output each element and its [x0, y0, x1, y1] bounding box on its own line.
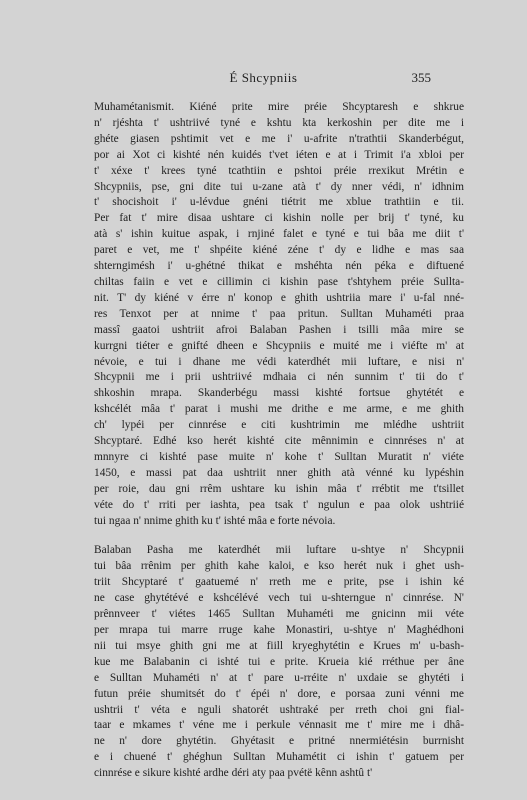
page-number: 355: [411, 70, 431, 85]
text-line: Muhamétanismit. Kiéné prite mire préie Shcyptaresh e shkrue: [94, 101, 464, 113]
text-line: massî gaatoi ushtriit afroi Balaban Pashen i tsilli mâa mire se: [94, 323, 464, 336]
text-line: Balaban Pasha me katerdhét mii luftare u-shtye n' Shcypnii: [94, 544, 464, 557]
text-line: Shcypnii me i prii ushtriivé mdhaia ci nén sunnim t' tii do t': [94, 371, 464, 384]
running-head: É Shcypniis: [229, 70, 298, 85]
text-line: prênnveer t' viétes 1465 Sulltan Muhaméti me gnicinn mii véte: [94, 608, 464, 621]
body-text: [94, 100, 464, 782]
text-line: kue me Balabanin ci ishté tui e prite. Krueia kié rréthue per âne: [94, 655, 464, 668]
text-line: kshcélét mâa t' parat i mushi me drithe e me arme, e me ghith: [94, 403, 464, 416]
text-line: atà s' ishin kuitue aspak, i rnjiné falet e tyné e tui bâa me diit t': [94, 228, 464, 241]
page-header: [0, 70, 527, 90]
text-line: tui bâa rrênim per ghith kahe kaloi, e kso herét nuk i ghet ush-: [94, 560, 464, 573]
text-line: cinnrése e sikure kishté ardhe déri aty paa pvétë kênn ashtû t': [94, 767, 373, 780]
text-line: n' rjéshta t' ushtriivé tyné e kshtu kta kerkoshin per dite me i: [94, 116, 464, 129]
text-line: névoie, e tui i dhane me védi katerdhét mii luftare, e nisi n': [94, 355, 464, 368]
text-line: por ai Xot ci kishté nén kuidés t'vet iéten e at i Trimit i'a xbloi per: [94, 148, 464, 161]
paragraph: [94, 543, 464, 782]
text-line: e Sulltan Muhaméti n' at t' pare u-rréite n' uxdaie se ghytéti i: [94, 671, 464, 684]
text-line: 1450, e massi pat daa ushtriit nner ghith atà vénné ku lypéshin: [94, 466, 464, 479]
text-line: ne n' dore ghytétin. Ghyétasit e pritné nnermiétésin burrnisht: [94, 735, 464, 748]
text-line: t' xéxe t' krees tyné tcathtiin e pshtoi préie rrexikut Mrétin e: [94, 164, 464, 177]
text-line: Shcyptaré. Edhé kso herét kishté cite mênnimin e cinnréses n' at: [94, 435, 464, 448]
text-line: triit Shcyptaré t' gaatuemé n' rreth me e prite, pse i ishin ké: [94, 576, 464, 589]
text-line: futun préie shumitsét do t' épéi n' dore, e porsaa zuni vénni me: [94, 687, 464, 700]
text-line: res Tenxot per at nnime t' paa pritun. Sulltan Muhaméti praa: [94, 307, 464, 320]
text-line: véte do t' rriti per iashta, pea tsak t' ngulun e paa olok ushtriié: [94, 498, 464, 511]
text-line: shterngimésh i' u-ghétné thikat e mshéhta nén péka e diftuené: [94, 260, 464, 273]
text-line: paret e vet, me t' shpéite kiéné zéne t' dy e lidhe e mas saa: [94, 244, 464, 257]
text-line: nii tui msye ghith gni me at fiill kryeghytétin e Krues m' u-bash-: [94, 639, 464, 652]
text-line: nit. T' dy kiéné v érre n' konop e ghith ushtriia mare i' u-fal nné-: [94, 291, 464, 304]
text-line: mnnyre ci kishté pase muite n' kohe t' Sulltan Muratit n' viéte: [94, 450, 464, 463]
text-line: t' shocishoit i' u-lévdue gnéni tiétrit me xblue trathtiin e tii.: [94, 196, 464, 209]
text-line: ne case ghytétévé e kshcélévé vech tui u-shterngue n' cinnrése. N': [94, 592, 464, 605]
text-line: per roie, dau gni rrêm ushtare ku ishin mâa t' rrébtit me t'tsillet: [94, 482, 464, 495]
text-line: tui ngaa n' nnime ghith ku t' ishté mâa e forte névoia.: [94, 514, 336, 527]
text-line: Per fat t' mire disaa ushtare ci kishin nolle per brij t' tyné, ku: [94, 212, 464, 225]
paragraph-break: [94, 529, 464, 543]
paragraph: [94, 100, 464, 529]
text-line: ushtrii t' véta e nguli shatorét ushtraké per rreth choi gni fial-: [94, 703, 464, 716]
text-line: per mrapa tui marre rruge kahe Monastiri, u-shtye n' Maghédhoni: [94, 624, 464, 636]
text-line: chiltas faiin e vet e cillimin ci kishin pase t'shtyhem préie Sullta-: [94, 275, 464, 288]
text-line: ghéte giasen pshtimit vet e me i' u-afrite n'trathtii Skanderbégut,: [94, 132, 464, 145]
text-line: taar e mkames t' véne me i perkule vénnasit me t' mire me i dhâ-: [94, 719, 464, 732]
text-line: shkoshin mrapa. Skanderbégu massi kishté fortsue ghytétét e: [94, 387, 464, 400]
text-line: ch' lypéi per cinnrése e citi kushtrimin me mlédhe ushtriit: [94, 419, 464, 432]
text-line: e i chuené t' ghéghun Sulltan Muhamétit ci ishin t' gatuem per: [94, 751, 464, 764]
text-line: Shcypniis, pse, gni dite tui u-zane atà t' dy nner védi, n' idhnim: [94, 180, 464, 193]
text-line: kurrgni tiéter e gnifté dheen e Shcypniis e muité me i viéfte m' at: [94, 339, 464, 352]
